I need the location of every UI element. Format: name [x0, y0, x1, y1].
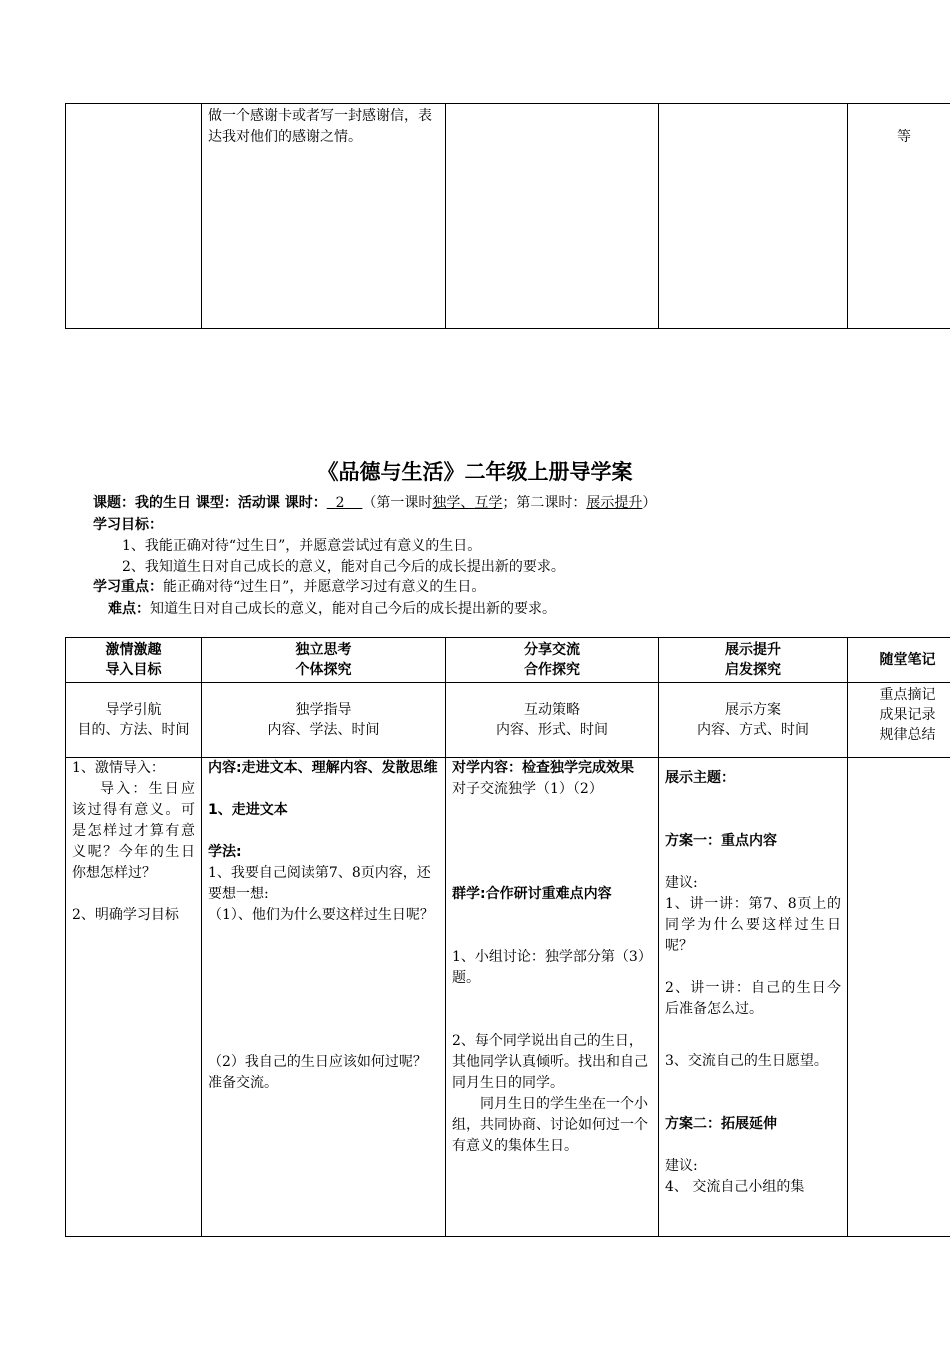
table-row	[66, 758, 950, 1237]
subheader-cell: 导学引航 目的、方法、时间	[66, 683, 202, 758]
lesson-hours: 2	[335, 495, 345, 511]
lesson-first: 独学、互学	[432, 495, 503, 511]
table-header-row	[66, 638, 950, 683]
stray-text: 等	[897, 129, 911, 145]
header-cell: 随堂笔记	[848, 638, 950, 683]
body-cell-self-study: 内容:走进文本、理解内容、发散思维 1、走进文本 学法: 1、我要自己阅读第7、8页内容，还要想一想: （1）、他们为什么要这样过生日呢？ （2）我自己的生日应该如何过呢？准备交流。	[202, 758, 446, 1237]
lesson-info	[93, 492, 656, 512]
subheader-cell: 展示方案 内容、方式、时间	[659, 683, 848, 758]
header-cell: 展示提升 启发探究	[659, 638, 848, 683]
lesson-schedule-a: （第一课时	[362, 495, 433, 511]
table-cell	[446, 104, 659, 329]
difficulty-point: 难点：知道生日对自己成长的意义，能对自己今后的成长提出新的要求。	[108, 601, 556, 617]
table-subheader-row	[66, 683, 950, 758]
header-cell: 激情激趣 导入目标	[66, 638, 202, 683]
table-row	[66, 104, 950, 329]
goal-item: 1、我能正确对待“过生日”，并愿意尝试过有意义的生日。	[122, 538, 482, 554]
lesson-second: 展示提升	[586, 495, 643, 511]
guide-table	[65, 637, 950, 1237]
body-cell-intro: 1、激情导入： 导入：生日应该过得有意义。可是怎样过才算有意义呢？今年的生日你想怎样过？ 2、明确学习目标	[66, 758, 202, 1237]
lesson-schedule-end: ）	[642, 495, 657, 511]
table-cell	[66, 104, 202, 329]
header-cell: 独立思考 个体探究	[202, 638, 446, 683]
goal-item: 2、我知道生日对自己成长的意义，能对自己今后的成长提出新的要求。	[122, 559, 565, 575]
subheader-cell: 重点摘记 成果记录 规律总结	[848, 683, 950, 758]
subheader-cell: 独学指导 内容、学法、时间	[202, 683, 446, 758]
table-cell	[659, 104, 848, 329]
previous-page-table	[65, 103, 950, 329]
table-cell	[202, 104, 446, 329]
goals-label: 学习目标：	[93, 517, 163, 533]
lesson-schedule-b: ；第二课时：	[502, 495, 587, 511]
body-cell-notes	[848, 758, 950, 1237]
header-cell: 分享交流 合作探究	[446, 638, 659, 683]
lesson-label: 课题：我的生日 课型：活动课 课时：	[93, 495, 327, 511]
cell-text: 做一个感谢卡或者写一封感谢信，表达我对他们的感谢之情。	[208, 108, 432, 145]
subheader-cell: 互动策略 内容、形式、时间	[446, 683, 659, 758]
body-cell-presentation: 展示主题： 方案一：重点内容 建议: 1、讲一讲：第7、8页上的同学为什么要这样过生日呢？ 2、讲一讲：自己的生日今后准备怎么过。 3、交流自己的生日愿望。 方案二：拓展延伸 建议: 4、 交流自己小组的集	[659, 758, 848, 1237]
key-point: 学习重点：能正确对待“过生日”，并愿意学习过有意义的生日。	[93, 579, 486, 595]
page-title: 《品德与生活》二年级上册导学案	[317, 460, 633, 484]
body-cell-cooperation: 对学内容：检查独学完成效果 对子交流独学（1）（2） 群学:合作研讨重难点内容 1、小组讨论：独学部分第（3）题。 2、每个同学说出自己的生日，其他同学认真倾听。找出和自己同月生日的同学。 同月生日的学生坐在一个小组，共同协商、讨论如何过一个有意义的集体生日。	[446, 758, 659, 1237]
